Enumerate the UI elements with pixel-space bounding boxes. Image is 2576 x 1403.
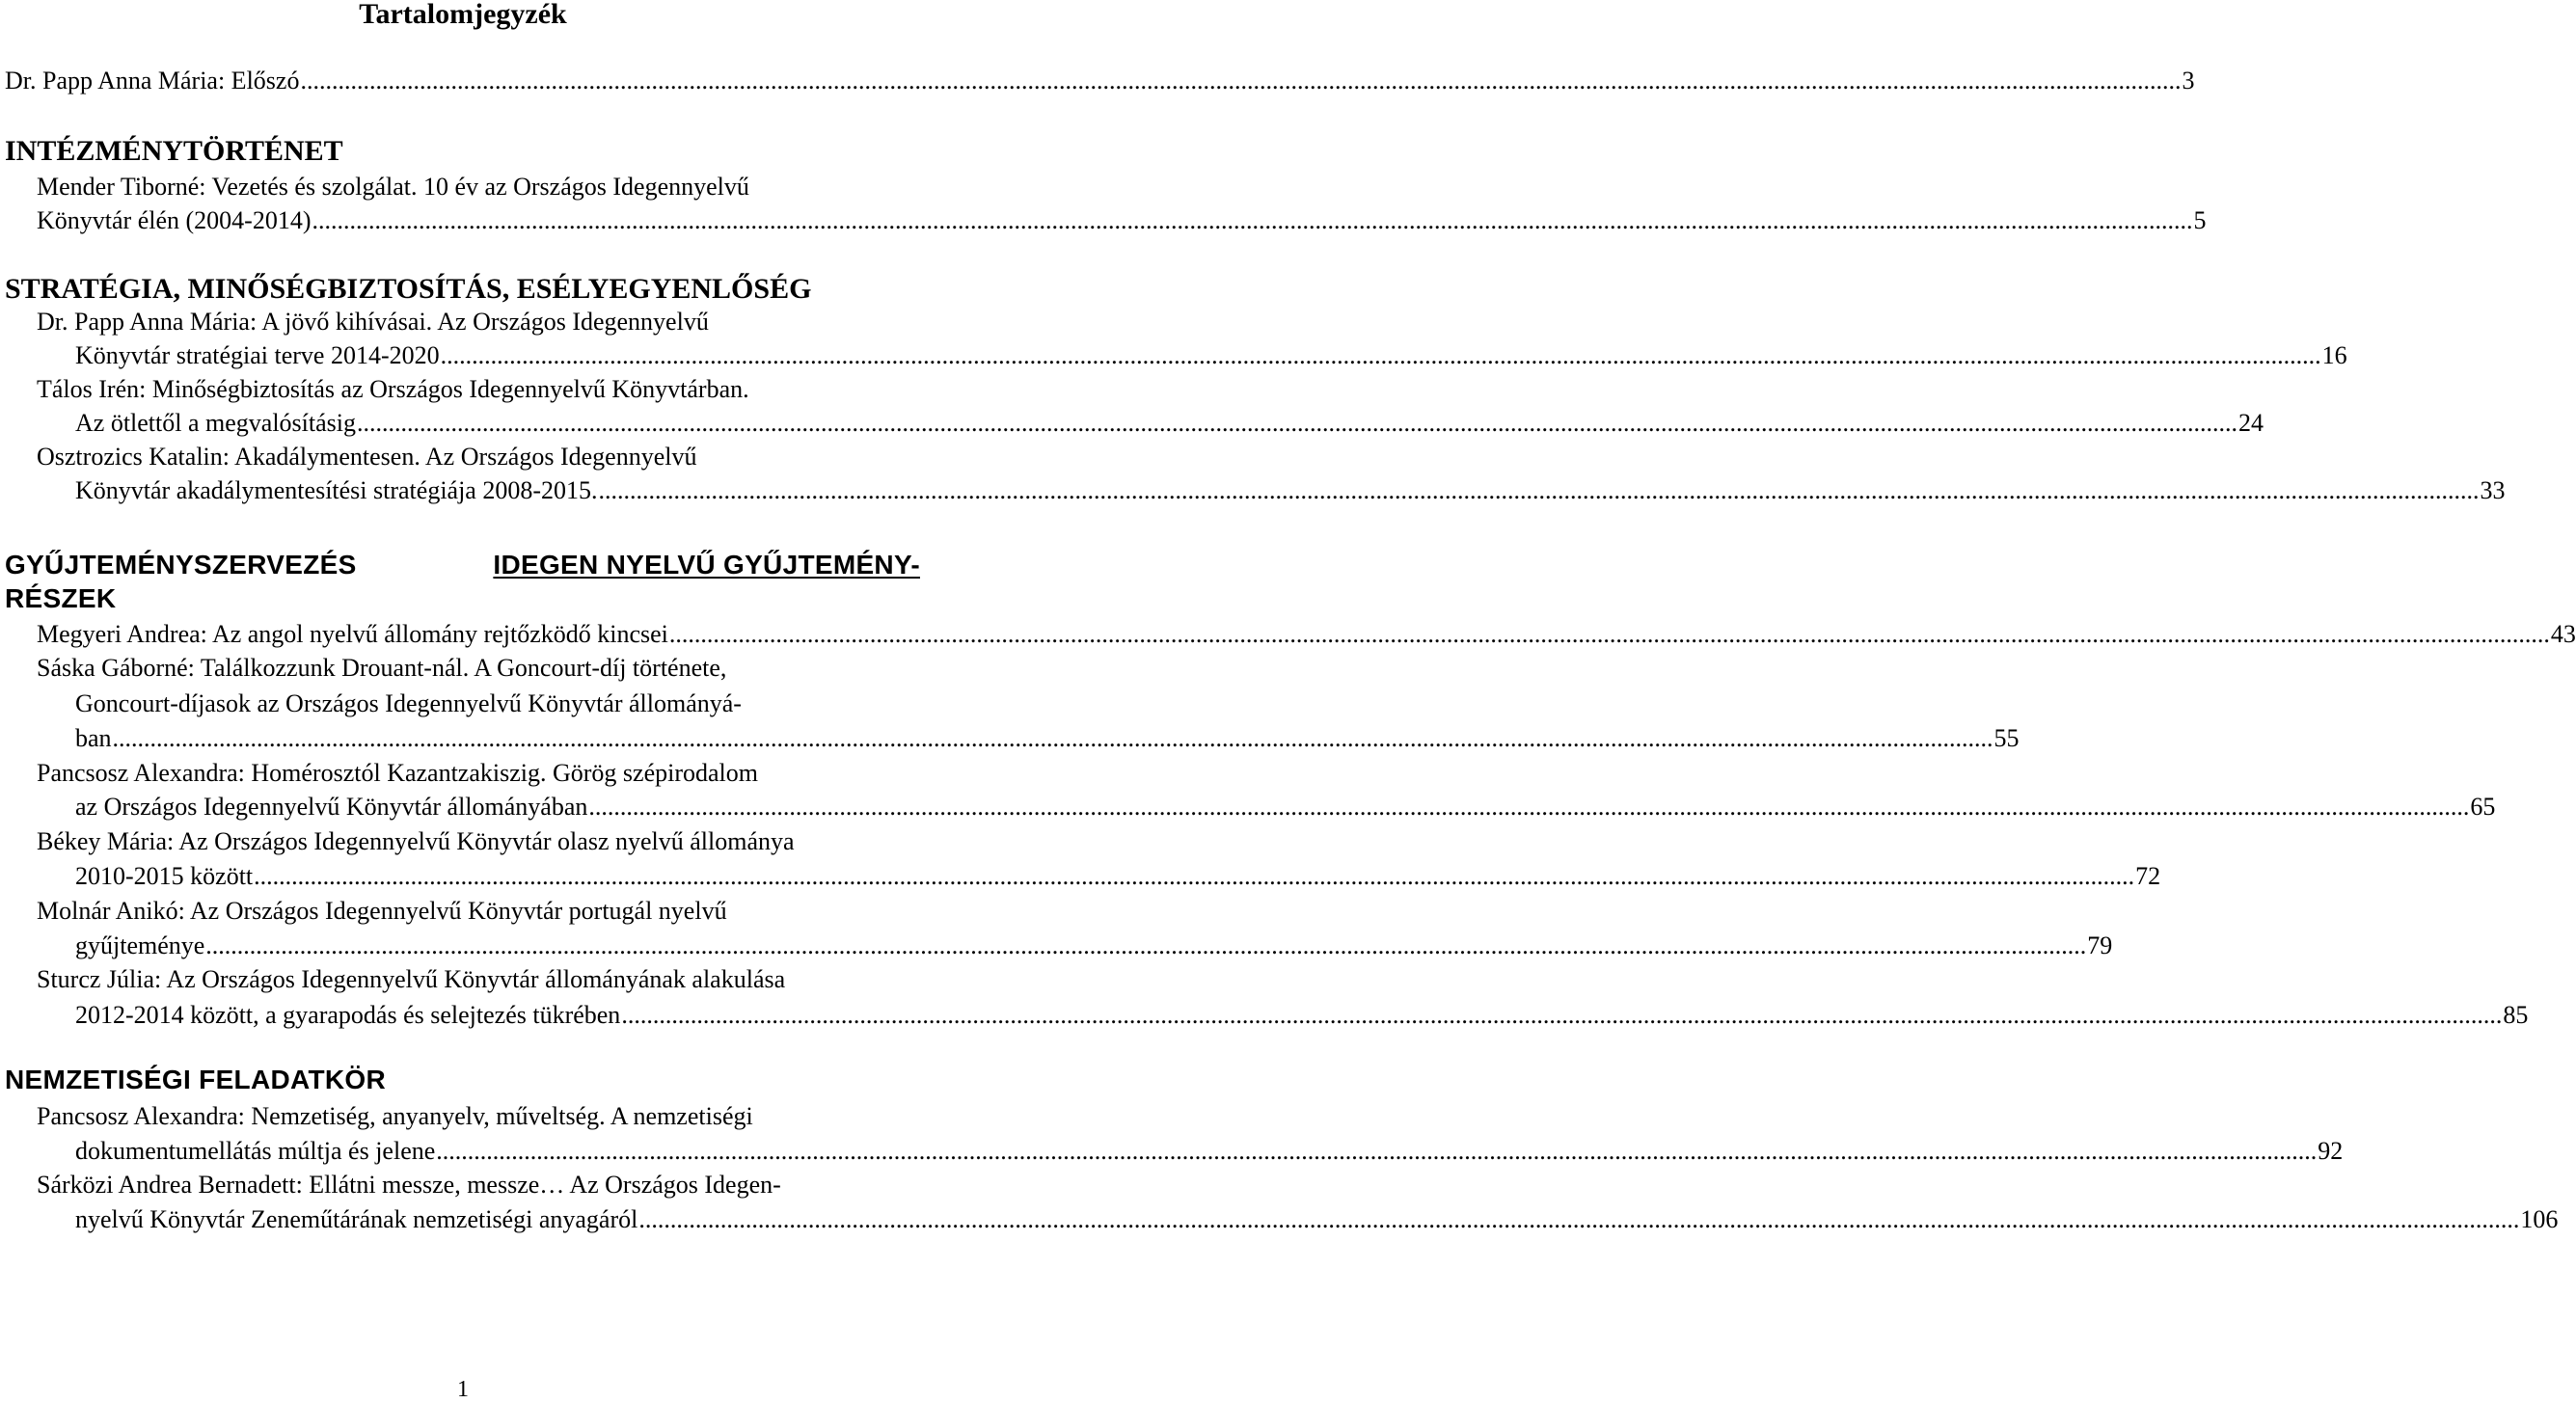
dot-leader: ............................................................................................................................................................................................................................................................................................................ [668, 620, 2550, 648]
toc-page-number: 85 [2503, 1001, 2529, 1029]
toc-entry-line: Sáska Gáborné: Találkozzunk Drouant-nál. A Goncourt-díj története, [37, 654, 727, 682]
dot-leader: ............................................................................................................................................................................................................................................................................................................ [112, 724, 1993, 752]
section-heading-nemzetisegi: NEMZETISÉGI FELADATKÖR [5, 1065, 386, 1094]
page-number: 1 [457, 1377, 469, 1402]
dot-leader: ............................................................................................................................................................................................................................................................................................................ [300, 67, 2182, 94]
toc-entry-megyeri[interactable] [37, 618, 2576, 651]
toc-entry-line: Osztrozics Katalin: Akadálymentesen. Az Országos Idegennyelvű [37, 443, 697, 471]
toc-entry-text: 2012-2014 között, a gyarapodás és selejtezés tükrében [75, 1001, 621, 1029]
toc-entry-text: Megyeri Andrea: Az angol nyelvű állomány rejtőzködő kincsei [37, 620, 668, 648]
toc-page-number: 24 [2238, 409, 2264, 437]
toc-entry-papp[interactable] [75, 339, 2347, 372]
dot-leader: ............................................................................................................................................................................................................................................................................................................ [440, 341, 2321, 369]
page-title: Tartalomjegyzék [359, 0, 567, 30]
section-heading-strategia: STRATÉGIA, MINŐSÉGBIZTOSÍTÁS, ESÉLYEGYENLŐSÉG [5, 273, 812, 305]
toc-entry-mender[interactable] [37, 204, 2207, 237]
toc-page-number: 72 [2135, 862, 2161, 890]
section-heading-intezmenytortenet: INTÉZMÉNYTÖRTÉNET [5, 135, 343, 167]
dot-leader: ............................................................................................................................................................................................................................................................................................................ [588, 793, 2470, 821]
toc-entry-text: nyelvű Könyvtár Zeneműtárának nemzetiségi anyagáról [75, 1205, 638, 1233]
toc-page-number: 79 [2087, 931, 2113, 959]
toc-entry-pancsosz-2[interactable] [75, 1135, 2344, 1168]
heading-part: IDEGEN NYELVŰ GYŰJTEMÉNY- [493, 550, 920, 580]
toc-entry-text: dokumentumellátás múltja és jelene [75, 1137, 436, 1165]
toc-page-number: 33 [2480, 476, 2506, 504]
toc-entry-bekey[interactable] [75, 860, 2161, 893]
toc-entry-line: Pancsosz Alexandra: Homérosztól Kazantzakiszig. Görög szépirodalom [37, 759, 758, 787]
toc-entry-text: ban [75, 724, 112, 752]
toc-entry-text: 2010-2015 között [75, 862, 254, 890]
toc-entry-pancsosz-1[interactable] [75, 791, 2496, 823]
dot-leader: ............................................................................................................................................................................................................................................................................................................ [205, 931, 2087, 959]
toc-page-number: 106 [2520, 1205, 2559, 1233]
toc-page-number: 92 [2318, 1137, 2344, 1165]
section-heading-gyujtemenyszervezes [5, 549, 920, 581]
dot-leader: ............................................................................................................................................................................................................................................................................................................ [621, 1001, 2503, 1029]
toc-entry-line: Dr. Papp Anna Mária: A jövő kihívásai. Az Országos Idegennyelvű [37, 308, 709, 336]
toc-entry-line: Békey Mária: Az Országos Idegennyelvű Könyvtár olasz nyelvű állománya [37, 827, 795, 855]
toc-entry-preface[interactable] [5, 65, 2195, 97]
dot-leader: ............................................................................................................................................................................................................................................................................................................ [312, 206, 2193, 234]
toc-entry-line: Mender Tiborné: Vezetés és szolgálat. 10 év az Országos Idegennyelvű [37, 173, 749, 201]
dot-leader: ............................................................................................................................................................................................................................................................................................................ [357, 409, 2237, 437]
toc-entry-text: Könyvtár stratégiai terve 2014-2020 [75, 341, 440, 369]
toc-entry-line: Sturcz Júlia: Az Országos Idegennyelvű Könyvtár állományának alakulása [37, 965, 786, 993]
toc-entry-text: Könyvtár akadálymentesítési stratégiája 2008-2015. [75, 476, 598, 504]
dot-leader: ............................................................................................................................................................................................................................................................................................................ [254, 862, 2135, 890]
toc-page-number: 16 [2321, 341, 2347, 369]
toc-entry-text: Könyvtár élén (2004-2014) [37, 206, 312, 234]
toc-entry-talos[interactable] [75, 407, 2264, 440]
dot-leader: ............................................................................................................................................................................................................................................................................................................ [598, 476, 2480, 504]
toc-entry-text: Dr. Papp Anna Mária: Előszó [5, 67, 300, 94]
toc-entry-line: Sárközi Andrea Bernadett: Ellátni messze, messze… Az Országos Idegen- [37, 1171, 781, 1199]
toc-entry-sarkozi[interactable] [75, 1203, 2559, 1236]
toc-page-number: 43 [2550, 620, 2576, 648]
toc-page-number: 55 [1993, 724, 2020, 752]
toc-entry-molnar[interactable] [75, 930, 2113, 962]
toc-entry-text: Az ötlettől a megvalósításig [75, 409, 356, 437]
section-heading-continuation: RÉSZEK [5, 583, 117, 613]
toc-entry-saska[interactable] [75, 722, 2020, 755]
toc-entry-line: Pancsosz Alexandra: Nemzetiség, anyanyelv, műveltség. A nemzetiségi [37, 1102, 753, 1130]
toc-entry-sturcz[interactable] [75, 999, 2529, 1032]
toc-entry-line: Molnár Anikó: Az Országos Idegennyelvű Könyvtár portugál nyelvű [37, 897, 727, 925]
toc-entry-osztrozics[interactable] [75, 474, 2506, 507]
heading-part: GYŰJTEMÉNYSZERVEZÉS [5, 550, 357, 580]
dot-leader: ............................................................................................................................................................................................................................................................................................................ [638, 1205, 2520, 1233]
toc-entry-text: gyűjteménye [75, 931, 205, 959]
toc-page-number: 3 [2182, 67, 2195, 94]
toc-entry-text: az Országos Idegennyelvű Könyvtár állományában [75, 793, 588, 821]
toc-page-number: 65 [2470, 793, 2496, 821]
toc-entry-line: Tálos Irén: Minőségbiztosítás az Országos Idegennyelvű Könyvtárban. [37, 375, 749, 403]
toc-entry-line: Goncourt-díjasok az Országos Idegennyelvű Könyvtár állományá- [75, 689, 742, 717]
toc-page-number: 5 [2193, 206, 2207, 234]
dot-leader: ............................................................................................................................................................................................................................................................................................................ [436, 1137, 2318, 1165]
